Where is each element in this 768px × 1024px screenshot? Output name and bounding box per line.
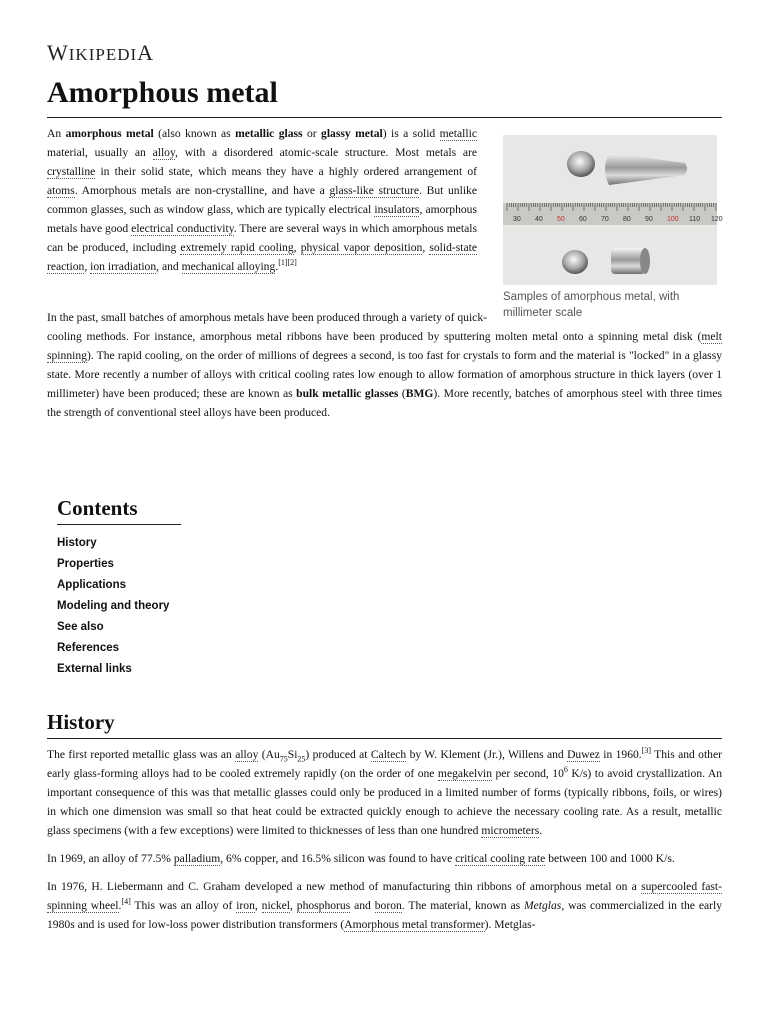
text-run: . There are several ways in which amorphous metals can be produced, including <box>47 222 477 254</box>
wiki-link[interactable]: mechanical alloying <box>181 260 276 273</box>
toc-item-references[interactable]: References <box>57 642 120 654</box>
text-run: . The material, known as <box>401 899 524 912</box>
text-run: . Amorphous metals are non-crystalline, and have a <box>74 184 330 197</box>
bold-term: metallic glass <box>235 127 303 140</box>
wiki-link[interactable]: atoms <box>47 184 75 197</box>
history-paragraph-1 <box>47 745 722 840</box>
bold-term: glassy metal <box>321 127 383 140</box>
wiki-link[interactable]: supercooled fast-spinning wheel <box>47 880 722 912</box>
italic-term: Metglas <box>523 899 562 912</box>
text-run: In 1969, an alloy of 77.5% <box>47 852 174 865</box>
text-run: ). Metglas- <box>484 918 536 931</box>
reference-sup[interactable]: [3] <box>641 746 652 756</box>
text-run: , <box>289 899 297 912</box>
text-run: ) is a solid <box>382 127 440 140</box>
bold-term: BMG <box>405 387 434 400</box>
ruler-label: 60 <box>579 216 587 223</box>
text-run: or <box>302 127 322 140</box>
ruler-label: 110 <box>689 216 701 223</box>
bold-term: bulk metallic glasses <box>296 387 399 400</box>
figure-float-shim <box>487 308 722 327</box>
wiki-link[interactable]: Duwez <box>567 748 600 761</box>
wiki-link[interactable]: nickel <box>261 899 290 912</box>
toc-list <box>57 533 181 680</box>
intro-paragraph-2 <box>47 308 722 422</box>
wiki-link[interactable]: alloy <box>235 748 259 761</box>
amorphous-metal-samples-image <box>503 135 723 285</box>
intro-paragraph-1 <box>47 124 477 276</box>
subscript: 75 <box>279 754 288 764</box>
text-run: , and <box>156 260 182 273</box>
sample-photo[interactable] <box>503 135 723 285</box>
wiki-link[interactable]: melt spinning <box>47 330 722 362</box>
text-run: per second, 10 <box>492 767 564 780</box>
ruler-label: 30 <box>513 216 521 223</box>
text-run: . <box>118 899 122 912</box>
text-run: , <box>293 241 301 254</box>
text-run: This was an alloy of <box>130 899 237 912</box>
reference-sup[interactable]: [4] <box>121 897 131 907</box>
wiki-link[interactable]: Amorphous metal transformer <box>344 918 485 931</box>
text-run: Si <box>287 748 298 761</box>
figure-caption: Samples of amorphous metal, with millimeter scale <box>503 291 680 319</box>
text-run: , 6% copper, and 16.5% silicon was found to have <box>220 852 456 865</box>
history-paragraph-3 <box>47 877 722 934</box>
text-run: , amorphous metals have good <box>47 203 477 235</box>
text-run: ). More recently, batches of amorphous steel with three times the strength of conventional steel alloys have been produced. <box>47 387 722 419</box>
ruler-label: 100 <box>667 216 679 223</box>
wiki-link[interactable]: critical cooling rate <box>455 852 546 865</box>
toc-item-see-also[interactable]: See also <box>57 621 104 633</box>
infobox-figure <box>503 135 723 321</box>
ruler-label: 120 <box>711 216 723 223</box>
wiki-link[interactable]: physical vapor deposition <box>300 241 423 254</box>
reference-sup[interactable]: [1][2] <box>278 258 297 268</box>
text-run: in their solid state, which means they have a highly ordered arrangement of <box>95 165 477 178</box>
text-run: ) produced at <box>305 748 371 761</box>
text-run: material, usually an <box>47 146 153 159</box>
toc-item-applications[interactable]: Applications <box>57 579 127 591</box>
text-run: K/s) to avoid crystallization. An important consequence of this was that metallic glasses could only be produced in a limited number of forms (typically ribbons, foils, or wires) in which one dimension was small so that heat could be extracted quickly enough to achieve the necessary cooling rate. As a result, metallic glass specimens (with a few exceptions) were limited to thicknesses of less than one hundred <box>47 767 722 837</box>
toc-item-modeling-and-theory[interactable]: Modeling and theory <box>57 600 170 612</box>
text-run: , was commercialized in the early 1980s and is used for low-loss power distribution transformers ( <box>47 899 723 931</box>
text-run: . <box>539 824 543 837</box>
text-run: by W. Klement (Jr.), Willens and <box>406 748 568 761</box>
page-title: Amorphous metal <box>47 76 278 109</box>
text-run: in 1960. <box>599 748 642 761</box>
wiki-link[interactable]: iron <box>236 899 255 912</box>
text-run: This and other early glass-forming alloys had to be cooled extremely rapidly (on the order of one <box>47 748 722 780</box>
wiki-link[interactable]: megakelvin <box>437 767 493 780</box>
toc-item-properties[interactable]: Properties <box>57 558 114 570</box>
text-run: ). The rapid cooling, on the order of millions of degrees a second, is too fast for crystals to form and the material is "locked" in a glassy state. More recently a number of alloys with critical cooling rates low enough to allow formation of amorphous structure in thick layers (over 1 millimeter) have been produced; these are known as <box>47 349 722 400</box>
text-run: and <box>350 899 375 912</box>
subscript: 25 <box>297 754 306 764</box>
wiki-link[interactable]: electrical conductivity <box>131 222 234 235</box>
ruler-label: 50 <box>557 216 565 223</box>
wiki-link[interactable]: Caltech <box>370 748 407 761</box>
text-run: In 1976, H. Liebermann and C. Graham developed a new method of manufacturing thin ribbons of amorphous metal on a <box>47 880 642 893</box>
title-rule <box>47 117 722 118</box>
text-run: An <box>47 127 66 140</box>
ruler-label: 90 <box>645 216 653 223</box>
history-rule <box>47 738 722 739</box>
text-run: . <box>275 260 279 273</box>
wiki-link[interactable]: crystalline <box>47 165 96 178</box>
text-run: , <box>422 241 430 254</box>
wiki-link[interactable]: palladium <box>173 852 221 865</box>
wiki-link[interactable]: alloy <box>152 146 176 159</box>
wikipedia-logo[interactable]: WIKIPEDIA <box>47 40 155 65</box>
text-run: . But unlike common glasses, such as window glass, which are typically electrical <box>47 184 477 216</box>
wiki-link[interactable]: boron <box>374 899 402 912</box>
ruler-label: 80 <box>623 216 631 223</box>
wiki-link[interactable]: extremely rapid cooling <box>180 241 294 254</box>
table-of-contents <box>57 496 181 680</box>
reference-sup[interactable]: 6 <box>563 765 568 775</box>
text-run: The first reported metallic glass was an <box>47 748 236 761</box>
bold-term: amorphous metal <box>65 127 154 140</box>
text-run: ( <box>398 387 406 400</box>
text-run: (also known as <box>153 127 236 140</box>
section-title-history: History <box>47 710 115 734</box>
wiki-link[interactable]: ion irradiation <box>90 260 157 273</box>
text-run: , <box>84 260 91 273</box>
wiki-link[interactable]: phosphorus <box>296 899 351 912</box>
wiki-link[interactable]: micrometers <box>481 824 540 837</box>
wiki-link[interactable]: solid-state reaction <box>47 241 478 273</box>
history-paragraph-2 <box>47 849 722 868</box>
ruler-label: 40 <box>535 216 543 223</box>
text-run: , <box>254 899 262 912</box>
text-run: In the past, small batches of amorphous metals have been produced through a variety of quick-cooling methods. For instance, amorphous metal ribbons have been produced by sputtering molten metal onto a spinning metal disk ( <box>47 311 702 343</box>
wiki-link[interactable]: glass-like structure <box>329 184 420 197</box>
text-run: (Au <box>258 748 280 761</box>
toc-title: Contents <box>57 496 181 525</box>
wiki-link[interactable]: insulators <box>374 203 420 216</box>
toc-item-external-links[interactable]: External links <box>57 663 132 675</box>
text-run: between 100 and 1000 K/s. <box>545 852 675 865</box>
text-run: , with a disordered atomic-scale structure. Most metals are <box>175 146 477 159</box>
toc-item-history[interactable]: History <box>57 537 97 549</box>
ruler-label: 70 <box>601 216 609 223</box>
wiki-link[interactable]: metallic <box>439 127 477 140</box>
